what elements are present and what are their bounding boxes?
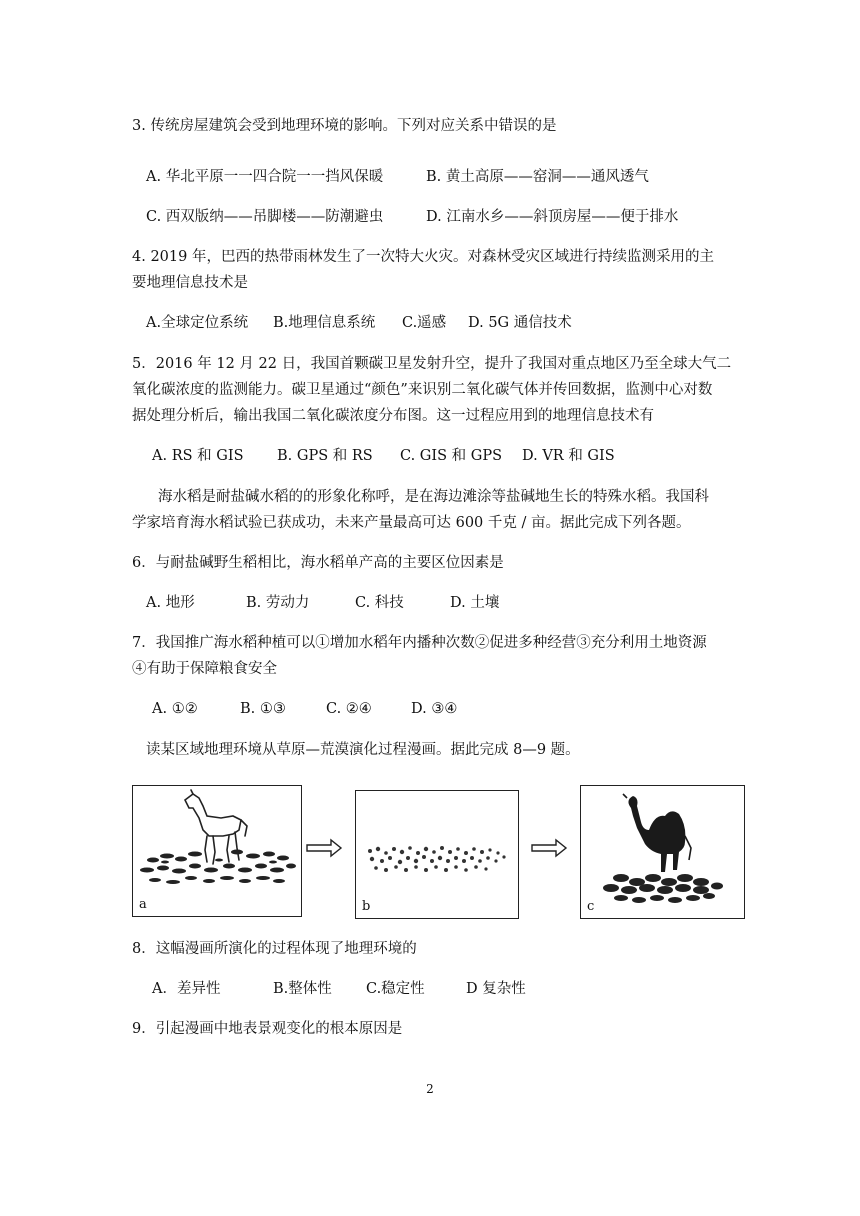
q6-option-a: A. 地形 — [146, 595, 195, 611]
page-number: 2 — [426, 1082, 434, 1096]
q3-stem: 3. 传统房屋建筑会受到地理环境的影响。下列对应关系中错误的是 — [132, 118, 557, 134]
q5-option-a: A. RS 和 GIS — [152, 448, 244, 464]
q7-option-b: B. ①③ — [240, 701, 286, 717]
q3-option-b: B. 黄土高原——窑洞——通风透气 — [426, 169, 649, 185]
q6-option-d: D. 土壤 — [450, 595, 500, 611]
q4-stem-line-1: 4. 2019 年，巴西的热带雨林发生了一次特大火灾。对森林受灾区域进行持续监测采用的主 — [132, 249, 714, 265]
q4-option-d: D. 5G 通信技术 — [468, 315, 572, 331]
q5-option-b: B. GPS 和 RS — [277, 448, 373, 464]
q4-option-c: C.遥感 — [402, 315, 447, 331]
q5-stem-line-3: 据处理分析后，输出我国二氧化碳浓度分布图。这一过程应用到的地理信息技术有 — [132, 408, 654, 424]
q6-option-b: B. 劳动力 — [246, 595, 310, 611]
q6-option-c: C. 科技 — [355, 595, 404, 611]
q6-stem: 6．与耐盐碱野生稻相比，海水稻单产高的主要区位因素是 — [132, 555, 504, 571]
q3-option-a: A. 华北平原一一四合院一一挡风保暖 — [146, 169, 384, 185]
q4-option-a: A.全球定位系统 — [146, 315, 249, 331]
q3-option-d: D. 江南水乡——斜顶房屋——便于排水 — [426, 209, 679, 225]
desert-camel-illustration — [581, 786, 744, 918]
q7-stem-line-1: 7．我国推广海水稻种植可以①增加水稻年内播种次数②促进多种经营③充分利用土地资源 — [132, 635, 707, 651]
panel-label-c: c — [587, 899, 595, 914]
figure-intro: 读某区域地理环境从草原—荒漠演化过程漫画。据此完成 8—9 题。 — [146, 742, 580, 758]
q8-stem: 8．这幅漫画所演化的过程体现了地理环境的 — [132, 941, 417, 957]
q5-stem-line-1: 5．2016 年 12 月 22 日，我国首颗碳卫星发射升空，提升了我国对重点地区乃至全球大气二 — [132, 356, 732, 372]
grassland-horse-illustration — [133, 786, 301, 916]
q9-stem: 9．引起漫画中地表景观变化的根本原因是 — [132, 1021, 403, 1037]
q7-option-d: D. ③④ — [411, 701, 458, 717]
q8-option-c: C.稳定性 — [366, 981, 425, 997]
q7-option-a: A. ①② — [152, 701, 198, 717]
figure-panel-b — [355, 790, 519, 919]
q7-option-c: C. ②④ — [326, 701, 372, 717]
q5-option-d: D. VR 和 GIS — [522, 448, 615, 464]
q3-option-c: C. 西双版纳——吊脚楼——防潮避虫 — [146, 209, 384, 225]
panel-label-a: a — [139, 897, 147, 912]
right-arrow-icon — [530, 838, 568, 858]
degraded-grassland-illustration — [356, 791, 518, 918]
q8-option-a: A．差异性 — [152, 981, 221, 997]
q8-option-b: B.整体性 — [273, 981, 332, 997]
q8-option-d: D 复杂性 — [466, 981, 526, 997]
q5-stem-line-2: 氧化碳浓度的监测能力。碳卫星通过“颜色”来识别二氧化碳气体并传回数据，监测中心对数 — [132, 382, 713, 398]
q4-stem-line-2: 要地理信息技术是 — [132, 275, 248, 291]
right-arrow-icon — [305, 838, 343, 858]
passage-line-1: 海水稻是耐盐碱水稻的的形象化称呼，是在海边滩涂等盐碱地生长的特殊水稻。我国科 — [158, 489, 709, 505]
q5-option-c: C. GIS 和 GPS — [400, 448, 503, 464]
q4-option-b: B.地理信息系统 — [273, 315, 376, 331]
figure-panel-a — [132, 785, 302, 917]
passage-line-2: 学家培育海水稻试验已获成功，未来产量最高可达 600 千克 / 亩。据此完成下列各题。 — [132, 515, 691, 531]
q7-stem-line-2: ④有助于保障粮食安全 — [132, 661, 277, 677]
figure-panel-c — [580, 785, 745, 919]
panel-label-b: b — [362, 899, 371, 914]
